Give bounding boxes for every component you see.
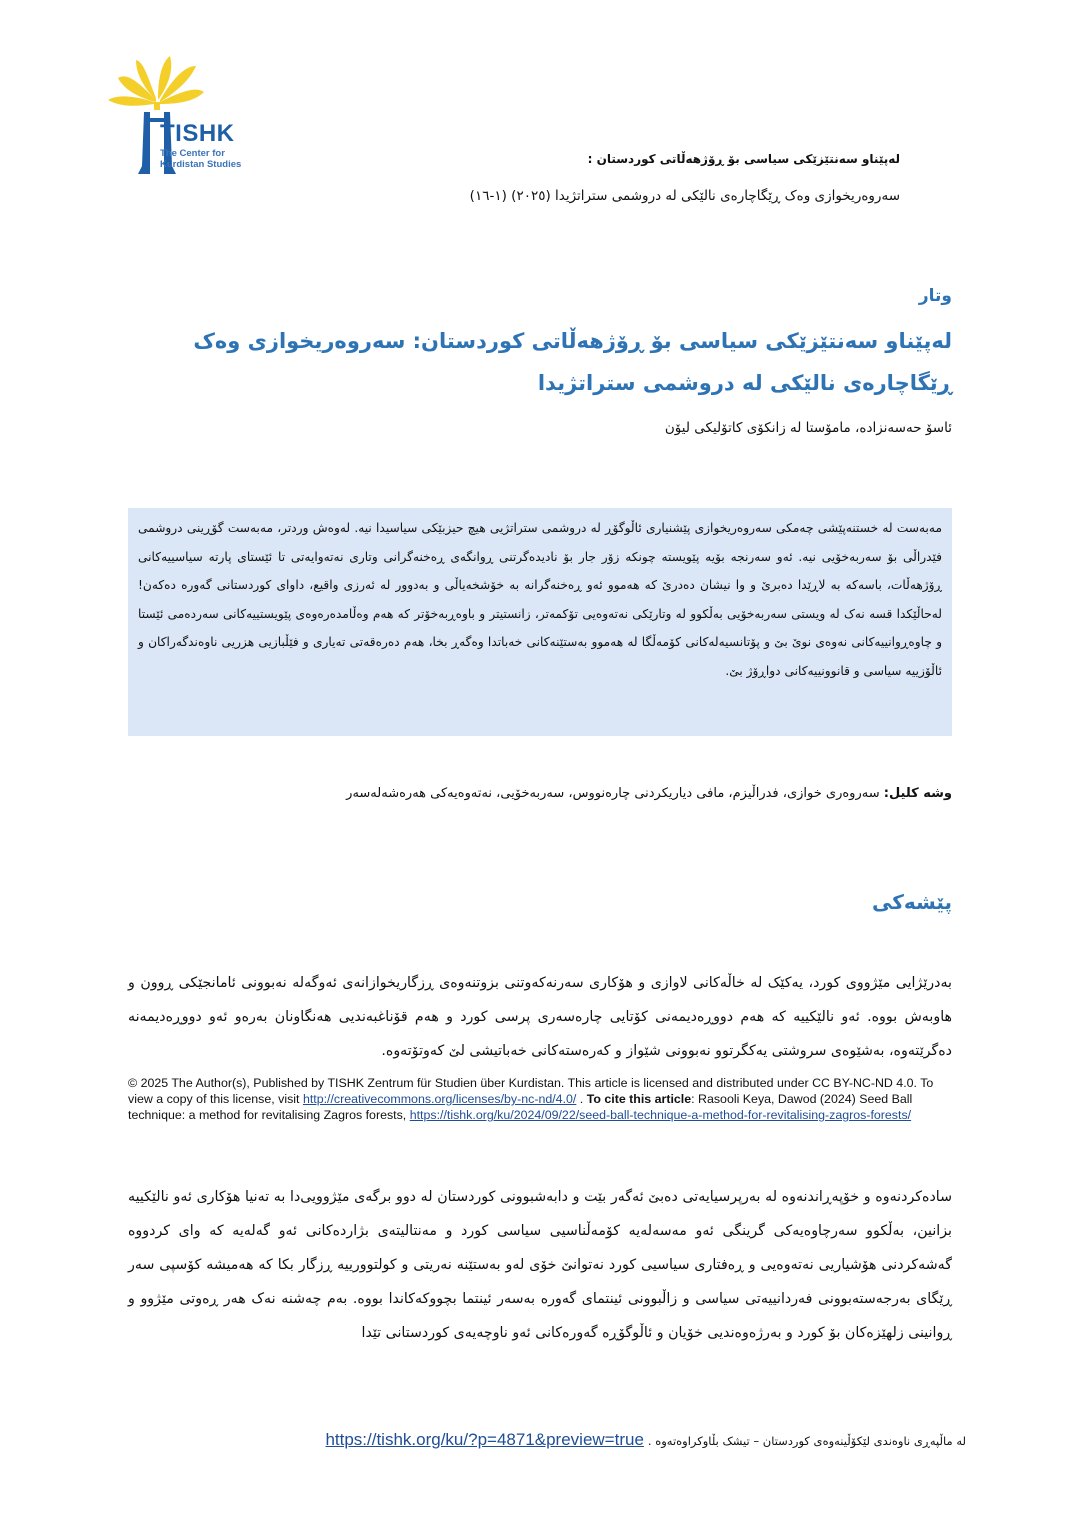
keywords-text: سەروەری خوازی، فدراڵیزم، مافی دیاریکردنی چارەنووس، سەربەخۆیی، نەتەوەیەکی هەرەشەلەسەر [346,786,880,801]
cite-text: : Rasooli Keya, Dawod (2024) Seed Ball technique: a method for revitalising Zagros forests, [128,1092,913,1122]
cite-label: To cite this article [586,1092,692,1106]
cite-link[interactable]: https://tishk.org/ku/2024/09/22/seed-ball-technique-a-method-for-revitalising-zagros-forests/ [409,1108,912,1122]
abstract-box [128,508,952,736]
article-title: لەپێناو سەنتێزێکی سیاسی بۆ ڕۆژهەڵاتی کوردستان: سەروەریخوازی وەک ڕێگاچارەی نالێکی لە دروشمی ستراتژیدا [193,329,952,395]
logo-name: TISHK [160,120,235,147]
license-note [128,1075,952,1123]
section-label: وتار [918,286,952,306]
license-text: © 2025 The Author(s), Published by TISHK Zentrum für Studien über Kurdistan. This article is licensed and distributed under CC BY-NC-ND 4.0. To view a copy of this license, visit [128,1076,934,1106]
abstract-text: مەبەست لە خستنەپێشی چەمکی سەروەریخوازی پێشنیاری ئاڵوگۆڕ لە دروشمی ستراتژیی هیچ حیزبێکی سیاسیدا نیە. لەوەش وردتر، مەبەست گۆڕینی دروشمی فێدراڵی بۆ سەربەخۆیی نیە. ئەو سەرنجە بۆیە پێویستە چونکە زۆر جار بۆ نادیدەگرتنی ڕوانگەی ڕەخنەگرانی وتاری نەتەوایەتی تا ئێستای پارتە سیاسییەکانی ڕۆژهەڵات، باسەکە بە لاڕێدا دەبرێ و وا نیشان دەدرێ کە هەموو ئەو ڕەخنەگرانە بە خۆشخەیاڵی و بەدوور لە ئەرزی واقیع، داوای کوردستانی گەورە دەکەن! لەحاڵێکدا قسە نەک لە ویستی سەربەخۆیی بەڵکوو لە وتارێکی نەتەوەیی تۆکمەتر، زانستیتر و باوەڕبەخۆتر کە هەم وەڵامدەرەوەی پێویستییەکانی سەردەمی ئێستا و چاوەڕوانییەکانی نەوەی نوێ بێ و پۆتانسیەلەکانی کۆمەڵگا لە هەموو بەستێنەکانی خەباتدا وەگەڕ بخا، هەم دەرەقەتی تەیاری و فێڵبازیی هزریی ناوەندگەراکان و ئاڵۆزییە سیاسی و قانوونییەکانی دواڕۆژ بێ. [138,521,942,678]
header-subtitle: سەروەریخوازی وەک ڕێگاچارەی نالێکی لە دروشمی ستراتژیدا (٢٠٢٥) (١-١٦) [469,188,900,204]
keywords-label: وشە کلیل: [883,786,952,801]
license-link[interactable]: http://creativecommons.org/licenses/by-nc-nd/4.0/ [302,1092,577,1106]
intro-heading: پێشەکی [871,890,952,914]
flower-icon [108,56,204,110]
keywords [346,786,952,801]
paragraph-2: سادەکردنەوە و خۆپەڕاندنەوە لە بەرپرسیایەتی دەبێ ئەگەر بێت و دابەشبوونی کوردستان لە دوو برگەی مێژوویی‌دا بە تەنیا هۆکاری ئەو نالێکییە بزانین، بەڵکوو سەرچاوەیەکی گرینگی ئەو مەسەلەیە کۆمەڵناسیی سیاسی کورد و مەنتالیتەی بژاردەکانی ئەو گەلەیە کە وای کردووە گەشەکردنی هۆشیاریی نەتەوەیی و ڕەفتاری سیاسیی کورد نەتوانێ خۆی لەو بەستێنە نەریتی و کولتوورییە ڕزگار بکا کە هەمیشە کۆسپی سەر ڕێگای بەرجەستەبوونی فەردانییەتی سیاسی و زاڵبوونی ئینتمای گەورە بەسەر ئینتما بچووکەکاندا بووە. بەم چەشنە نەک هەر ڕەوتی مێژوو و ڕوانینی زلهێزەکان بۆ کورد و بەرژەوەندیی خۆیان و ئاڵوگۆڕە گەورەکانی ئەو ناوچەیەی کوردستانی تێدا [128,1189,952,1341]
header-series: لەپێناو سەنتێزێکی سیاسی بۆ ڕۆژهەڵاتی کوردستان : [587,152,900,166]
license-text-end: . [579,1092,584,1106]
footer-text: لە ماڵپەڕی ناوەندی لێکۆڵینەوەی کوردستان – تیشک بڵاوکراوەتەوە . [647,1434,966,1448]
logo-subtitle: The Center for Kurdistan Studies [160,148,242,170]
footer [286,1430,966,1450]
paragraph-1: بەدرێژایی مێژووی کورد، یەکێک لە خاڵەکانی لاوازی و هۆکاری سەرنەکەوتنی بزوتنەوەی ڕزگاریخوازانەی ئەوگەلە نەبوونی ئامانجێکی ڕوون و هاوبەش بووە. ئەو نالێکییە کە هەم دووڕەدیمەنی کۆتایی چارەسەری پرسی کورد و هەم قۆناغبەندیی هەنگاونان بەرەو ئەو دووڕەدیمەنە دەگرێتەوە، بەشێوەی سروشتی یەکگرتوو نەبوونی شێواز و کەرەستەکانی خەباتیشی لێ کەوتۆتەوە. [128,975,952,1059]
article-author: ئاسۆ حەسەنزادە، مامۆستا لە زانکۆی کاتۆلیکی لیۆن [664,420,952,436]
logo-text [160,120,260,170]
footer-link[interactable]: https://tishk.org/ku/?p=4871&preview=true [325,1430,644,1449]
